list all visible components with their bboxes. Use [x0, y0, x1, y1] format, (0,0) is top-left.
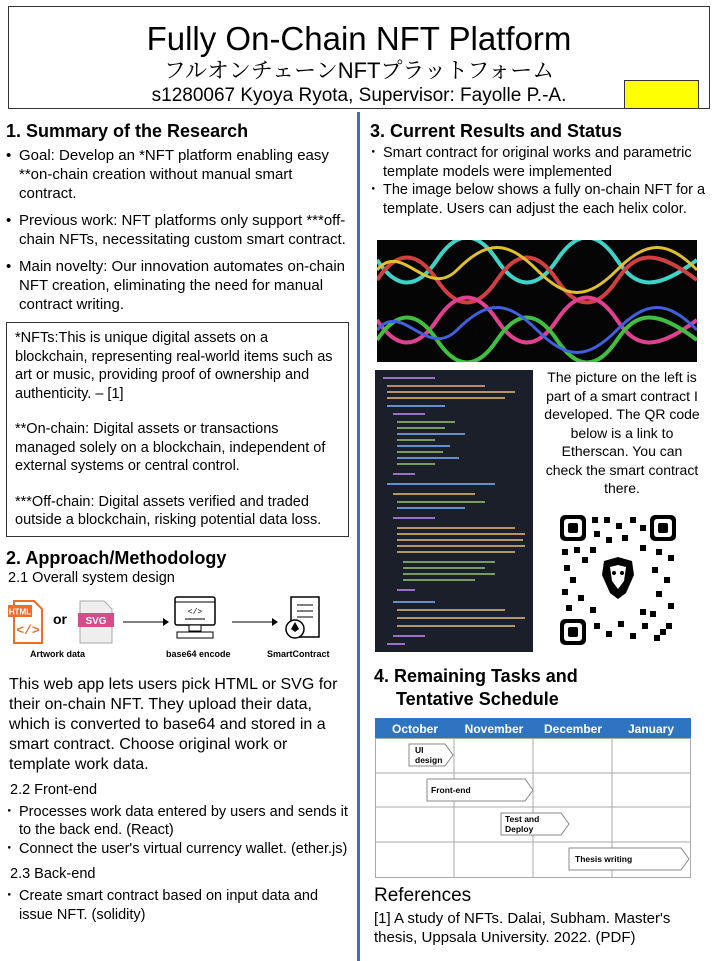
helix-nft-image	[377, 240, 697, 362]
references-section	[374, 885, 710, 947]
contract-icon	[283, 595, 323, 641]
task-ui-design: UI	[415, 745, 424, 755]
system-design-subheading: 2.1 Overall system design	[8, 569, 175, 586]
frontend-list	[6, 803, 352, 859]
schedule-gantt	[375, 718, 691, 878]
results-list	[370, 144, 710, 218]
system-flow-diagram	[6, 595, 352, 675]
column-divider	[357, 112, 360, 961]
summary-heading: 1. Summary of the Research	[6, 121, 249, 141]
frontend-subheading: 2.2 Front-end	[10, 781, 98, 798]
svg-text:</>: </>	[187, 607, 203, 617]
month-january: January	[627, 722, 675, 736]
computer-icon	[171, 595, 219, 641]
summary-list	[6, 146, 352, 314]
code-caption: The picture on the left is part of a smart contract I developed. The QR code below is a link to Etherscan. You can check the smart contract there.	[544, 369, 700, 496]
frontend-bullet: ・ Processes work data entered by users and sends it to the back end. (React)	[6, 803, 352, 840]
summary-bullet: • Previous work: NFT platforms only support ***off-chain NFTs, necessitating custom smart contract.	[6, 211, 352, 249]
references-heading: References	[374, 885, 472, 906]
or-label: or	[53, 610, 67, 627]
etherscan-qr-code[interactable]	[560, 515, 676, 645]
poster-title: Fully On-Chain NFT Platform	[146, 20, 572, 57]
yellow-badge	[624, 80, 699, 109]
poster-header	[8, 6, 710, 109]
arrow-icon	[232, 617, 278, 627]
encode-caption: base64 encode	[166, 648, 231, 659]
svg-text:SVG: SVG	[85, 615, 107, 627]
backend-list	[6, 887, 352, 924]
month-november: November	[464, 722, 524, 736]
poster-authors: s1280067 Kyoya Ryota, Supervisor: Fayolle P.-A.	[151, 85, 567, 106]
results-bullet: ・ The image below shows a fully on-chain NFT for a template. Users can adjust the each helix color.	[370, 181, 710, 218]
task-ui-design-2: design	[415, 755, 443, 765]
artwork-caption: Artwork data	[30, 648, 86, 659]
poster-subtitle: フルオンチェーンNFTプラットフォーム	[163, 58, 555, 83]
frontend-bullet: ・ Connect the user's virtual currency wallet. (ether.js)	[6, 840, 352, 859]
results-heading: 3. Current Results and Status	[370, 121, 623, 141]
task-test-deploy: Test and	[505, 814, 540, 824]
svg-text:</>: </>	[16, 622, 40, 638]
arrow-icon	[123, 617, 169, 627]
remaining-heading-2: Tentative Schedule	[396, 689, 559, 709]
svg-text:HTML: HTML	[8, 607, 32, 616]
summary-bullet: • Goal: Develop an *NFT platform enabling easy **on-chain creation without manual smart contract.	[6, 146, 352, 203]
backend-bullet: ・ Create smart contract based on input data and issue NFT. (solidity)	[6, 887, 352, 924]
svg-file-icon	[76, 599, 116, 645]
right-column	[370, 112, 710, 946]
reference-item: [1] A study of NFTs. Dalai, Subham. Master's thesis, Uppsala University. 2022. (PDF)	[374, 910, 671, 946]
definition-offchain: ***Off-chain: Digital assets verified and traded outside a blockchain, risking potential data loss.	[15, 493, 322, 528]
left-column	[6, 112, 352, 924]
contract-caption: SmartContract	[267, 648, 330, 659]
approach-description: This web app lets users pick HTML or SVG for their on-chain NFT. They upload their data, which is converted to base64 and stored in a smart contract. Choose original work or template work data.	[9, 675, 338, 773]
html-file-icon	[8, 599, 46, 645]
task-thesis: Thesis writing	[575, 854, 633, 864]
definition-onchain: **On-chain: Digital assets or transactions managed solely on a blockchain, independent of external systems or central control.	[15, 421, 326, 474]
task-frontend: Front-end	[431, 785, 471, 795]
smart-contract-code-image	[375, 370, 533, 652]
summary-bullet: • Main novelty: Our innovation automates on-chain NFT creation, eliminating the need for manual contract writing.	[6, 257, 352, 314]
task-test-deploy-2: Deploy	[505, 824, 534, 834]
definitions-box	[6, 322, 349, 537]
backend-subheading: 2.3 Back-end	[10, 866, 96, 882]
results-bullet: ・ Smart contract for original works and parametric template models were implemented	[370, 144, 710, 181]
approach-heading: 2. Approach/Methodology	[6, 547, 227, 568]
month-december: December	[543, 722, 603, 736]
month-october: October	[391, 722, 439, 736]
remaining-heading-1: 4. Remaining Tasks and	[374, 666, 578, 686]
definition-nft: *NFTs:This is unique digital assets on a blockchain, representing real-world items such as art or music, providing proof of ownership and authenticity. – [1]	[15, 330, 333, 402]
